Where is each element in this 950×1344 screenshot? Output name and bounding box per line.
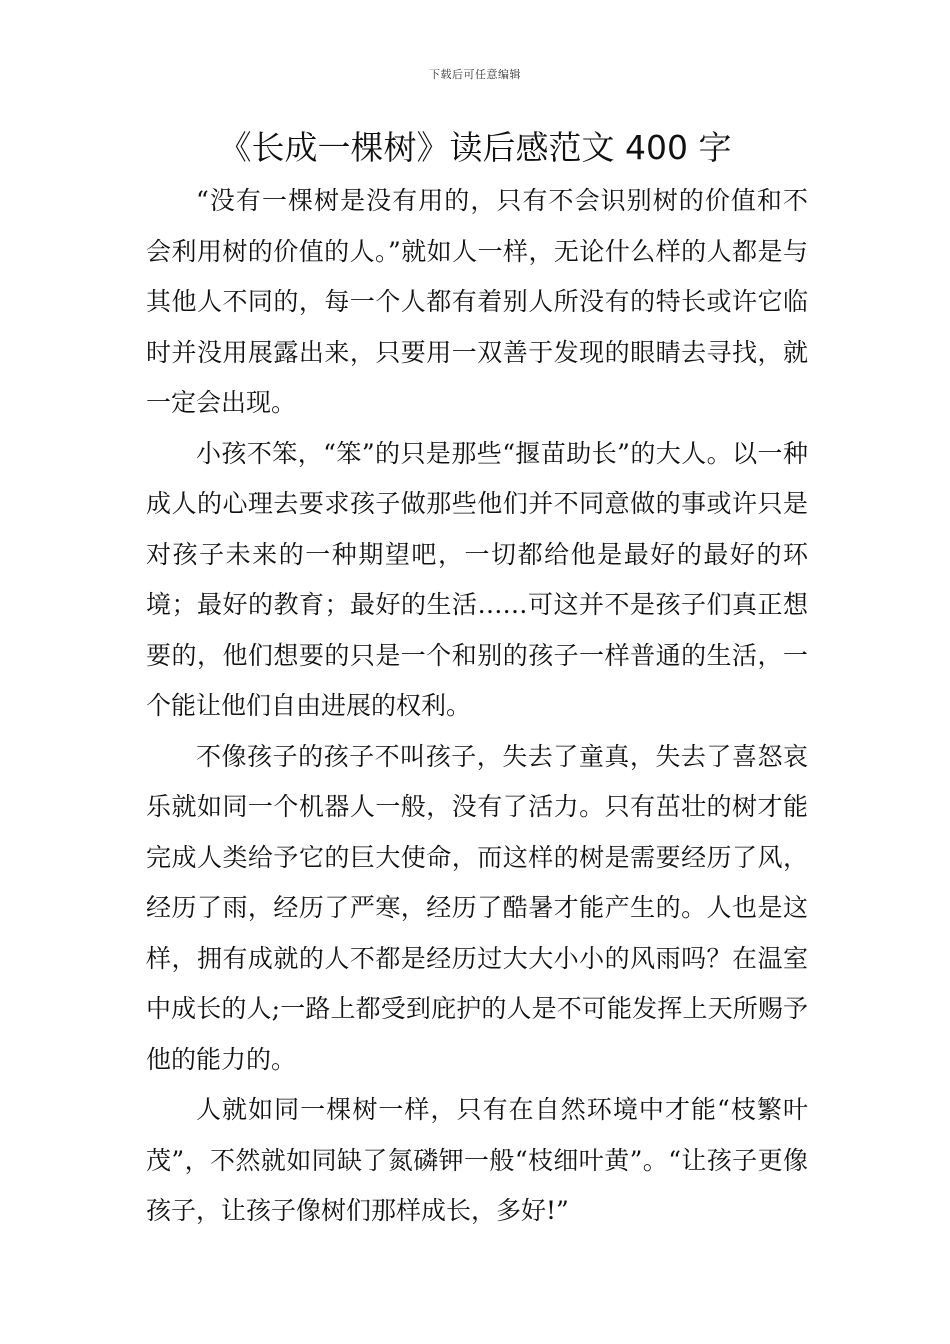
paragraph-4: 人就如同一棵树一样，只有在自然环境中才能“枝繁叶茂”，不然就如同缺了氮磷钾一般“枝细叶黄”。“让孩子更像孩子，让孩子像树们那样成长，多好!”: [146, 1095, 808, 1225]
header-note: 下载后可任意编辑: [429, 68, 521, 81]
document-body: [146, 176, 808, 1237]
page-title: 《长成一棵树》读后感范文 400 字: [218, 128, 732, 167]
paragraph-1: “没有一棵树是没有用的，只有不会识别树的价值和不会利用树的价值的人。”就如人一样，无论什么样的人都是与其他人不同的，每一个人都有着别人所没有的特长或许它临时并没用展露出来，只要用一双善于发现的眼睛去寻找，就一定会出现。: [146, 186, 808, 417]
paragraph-3: 不像孩子的孩子不叫孩子，失去了童真，失去了喜怒哀乐就如同一个机器人一般，没有了活力。只有茁壮的树才能完成人类给予它的巨大使命，而这样的树是需要经历了风，经历了雨，经历了严寒，经历了酷暑才能产生的。人也是这样，拥有成就的人不都是经历过大大小小的风雨吗？在温室中成长的人;一路上都受到庇护的人是不可能发挥上天所赐予他的能力的。: [146, 741, 808, 1074]
paragraph-2: 小孩不笨，“笨”的只是那些“揠苗助长”的大人。以一种成人的心理去要求孩子做那些他们并不同意做的事或许只是对孩子未来的一种期望吧，一切都给他是最好的最好的环境；最好的教育；最好的生活……可这并不是孩子们真正想要的，他们想要的只是一个和别的孩子一样普通的生活，一个能让他们自由进展的权利。: [146, 438, 808, 720]
